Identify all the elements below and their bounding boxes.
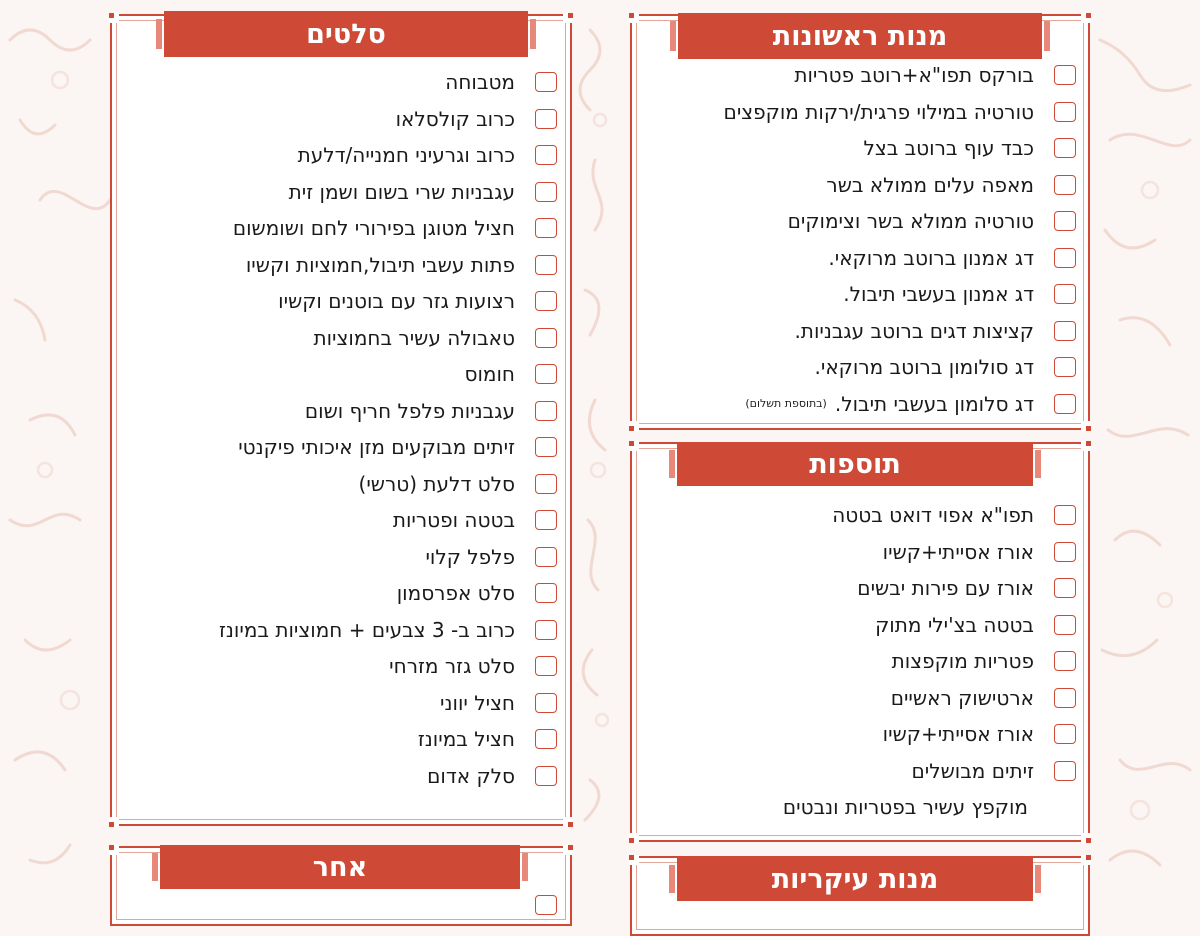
checkbox[interactable]: [535, 895, 557, 915]
checkbox[interactable]: [535, 510, 557, 530]
list-item[interactable]: כרוב קולסלאו: [219, 101, 557, 138]
list-item[interactable]: חומוס: [219, 356, 557, 393]
list-item[interactable]: טאבולה עשיר בחמוציות: [219, 320, 557, 357]
checkbox[interactable]: [1054, 211, 1076, 231]
list-item[interactable]: כרוב ב- 3 צבעים + חמוציות במיונז: [219, 612, 557, 649]
checkbox[interactable]: [535, 729, 557, 749]
checkbox[interactable]: [1054, 284, 1076, 304]
list-item[interactable]: פלפל קלוי: [219, 539, 557, 576]
list-item[interactable]: בטטה בצ'ילי מתוק: [783, 607, 1076, 644]
checkbox[interactable]: [1054, 138, 1076, 158]
list-item[interactable]: דג אמנון ברוטב מרוקאי.: [724, 240, 1076, 277]
checkbox[interactable]: [535, 547, 557, 567]
sides-title: תוספות: [677, 442, 1033, 486]
checkbox[interactable]: [535, 766, 557, 786]
list-item: מוקפץ עשיר בפטריות ונבטים: [782, 795, 1028, 820]
first-courses-list: [724, 57, 1076, 422]
checkbox[interactable]: [1054, 505, 1076, 525]
salads-list: [219, 64, 557, 794]
checkbox[interactable]: [1054, 65, 1076, 85]
list-item[interactable]: טורטיה במילוי פרגית/ירקות מוקפצים: [724, 94, 1076, 131]
list-item[interactable]: דג אמנון בעשבי תיבול.: [724, 276, 1076, 313]
list-item[interactable]: דג סלומון בעשבי תיבול. (בתוספת תשלום): [724, 386, 1076, 423]
checkbox[interactable]: [1054, 321, 1076, 341]
checkbox[interactable]: [1054, 248, 1076, 268]
list-item[interactable]: עגבניות פלפל חריף ושום: [219, 393, 557, 430]
checkbox[interactable]: [535, 401, 557, 421]
checkbox[interactable]: [1054, 175, 1076, 195]
list-item[interactable]: מטבוחה: [219, 64, 557, 101]
list-item[interactable]: מאפה עלים ממולא בשר: [724, 167, 1076, 204]
salads-title: סלטים: [164, 11, 528, 57]
list-item[interactable]: סלט דלעת (טרשי): [219, 466, 557, 503]
list-item[interactable]: חציל במיונז: [219, 721, 557, 758]
checkbox[interactable]: [1054, 688, 1076, 708]
extra-charge-note: (בתוספת תשלום): [745, 397, 827, 411]
list-item[interactable]: קציצות דגים ברוטב עגבניות.: [724, 313, 1076, 350]
list-item[interactable]: זיתים מבושלים: [783, 753, 1076, 790]
list-item[interactable]: סלט גזר מזרחי: [219, 648, 557, 685]
first-courses-title: מנות ראשונות: [678, 13, 1042, 59]
sides-list: [783, 497, 1076, 826]
checkbox[interactable]: [535, 218, 557, 238]
list-item[interactable]: אורז אסייתי+קשיו: [783, 534, 1076, 571]
checkbox[interactable]: [535, 182, 557, 202]
checkbox[interactable]: [535, 109, 557, 129]
list-item[interactable]: דג סולומון ברוטב מרוקאי.: [724, 349, 1076, 386]
checkbox[interactable]: [535, 437, 557, 457]
checkbox[interactable]: [535, 474, 557, 494]
list-item[interactable]: חציל יווני: [219, 685, 557, 722]
list-item[interactable]: ארטישוק ראשיים: [783, 680, 1076, 717]
checkbox[interactable]: [535, 364, 557, 384]
list-item[interactable]: בטטה ופטריות: [219, 502, 557, 539]
checkbox[interactable]: [535, 328, 557, 348]
list-item[interactable]: זיתים מבוקעים מזן איכותי פיקנטי: [219, 429, 557, 466]
list-item[interactable]: טורטיה ממולא בשר וצימוקים: [724, 203, 1076, 240]
list-item[interactable]: פטריות מוקפצות: [783, 643, 1076, 680]
main-courses-title: מנות עיקריות: [677, 857, 1033, 901]
checkbox[interactable]: [535, 255, 557, 275]
checkbox[interactable]: [1054, 357, 1076, 377]
checkbox[interactable]: [1054, 761, 1076, 781]
list-item[interactable]: סלט אפרסמון: [219, 575, 557, 612]
checkbox[interactable]: [1054, 724, 1076, 744]
list-item[interactable]: רצועות גזר עם בוטנים וקשיו: [219, 283, 557, 320]
list-item[interactable]: פתות עשבי תיבול,חמוציות וקשיו: [219, 247, 557, 284]
checkbox[interactable]: [535, 656, 557, 676]
checkbox[interactable]: [1054, 102, 1076, 122]
checkbox[interactable]: [1054, 394, 1076, 414]
checkbox[interactable]: [535, 620, 557, 640]
checkbox[interactable]: [535, 583, 557, 603]
checkbox[interactable]: [1054, 651, 1076, 671]
checkbox[interactable]: [1054, 615, 1076, 635]
other-title: אחר: [160, 845, 520, 889]
list-item[interactable]: סלק אדום: [219, 758, 557, 795]
list-item[interactable]: אורז אסייתי+קשיו: [783, 716, 1076, 753]
list-item[interactable]: תפו"א אפוי דואט בטטה: [783, 497, 1076, 534]
list-item[interactable]: בורקס תפו"א+רוטב פטריות: [724, 57, 1076, 94]
list-item[interactable]: עגבניות שרי בשום ושמן זית: [219, 174, 557, 211]
checkbox[interactable]: [535, 291, 557, 311]
checkbox[interactable]: [535, 72, 557, 92]
checkbox[interactable]: [535, 145, 557, 165]
list-item[interactable]: כרוב וגרעיני חמנייה/דלעת: [219, 137, 557, 174]
checkbox[interactable]: [1054, 578, 1076, 598]
list-item[interactable]: כבד עוף ברוטב בצל: [724, 130, 1076, 167]
checkbox[interactable]: [1054, 542, 1076, 562]
checkbox[interactable]: [535, 693, 557, 713]
list-item[interactable]: חציל מטוגן בפירורי לחם ושומשום: [219, 210, 557, 247]
list-item[interactable]: אורז עם פירות יבשים: [783, 570, 1076, 607]
